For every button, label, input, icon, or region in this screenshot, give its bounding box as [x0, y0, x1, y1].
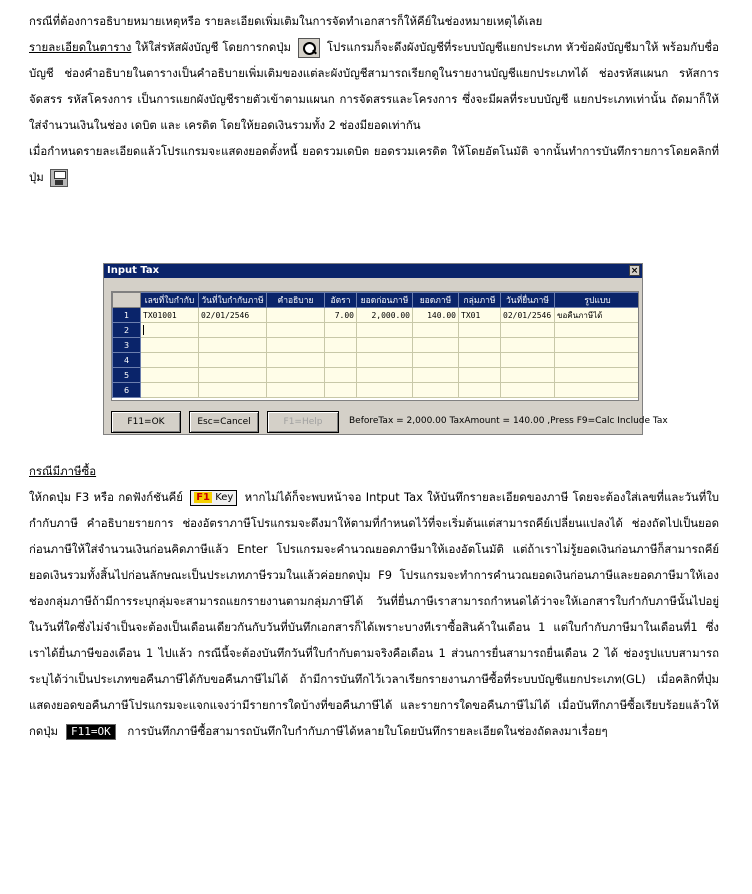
- grid-cell[interactable]: 02/01/2546: [199, 308, 267, 323]
- input-tax-dialog: [103, 263, 668, 435]
- f1-key-label: F1: [196, 491, 211, 503]
- column-header[interactable]: ยอดภาษี: [413, 293, 459, 308]
- grid-cell[interactable]: [555, 323, 640, 338]
- help-button[interactable]: F1=Help: [267, 411, 339, 433]
- grid-cell[interactable]: [413, 353, 459, 368]
- grid-header-row: [113, 293, 640, 308]
- dialog-title: Input Tax: [107, 265, 160, 276]
- grid-cell[interactable]: [141, 323, 199, 338]
- grid-cell[interactable]: [267, 353, 325, 368]
- grid-cell[interactable]: [325, 353, 357, 368]
- table-row[interactable]: [113, 368, 640, 383]
- table-row[interactable]: [113, 353, 640, 368]
- grid-cell[interactable]: [555, 338, 640, 353]
- grid-cell[interactable]: TX01: [459, 308, 501, 323]
- table-row[interactable]: [113, 383, 640, 398]
- grid-cell[interactable]: [141, 368, 199, 383]
- row-number: 5: [113, 368, 141, 383]
- grid-cell[interactable]: [555, 353, 640, 368]
- grid-cell[interactable]: [141, 383, 199, 398]
- row-header-corner: [113, 293, 141, 308]
- text-cursor: [143, 325, 144, 335]
- column-header[interactable]: คำอธิบาย: [267, 293, 325, 308]
- grid-cell[interactable]: [325, 338, 357, 353]
- grid-cell[interactable]: [267, 383, 325, 398]
- grid-cell[interactable]: [267, 338, 325, 353]
- grid-cell[interactable]: [357, 383, 413, 398]
- floppy-save-icon: [50, 169, 68, 187]
- table-row[interactable]: [113, 338, 640, 353]
- grid-cell[interactable]: [413, 323, 459, 338]
- column-header[interactable]: รูปแบบ: [555, 293, 640, 308]
- table-row[interactable]: [113, 308, 640, 323]
- grid-cell[interactable]: [501, 368, 555, 383]
- magnifier-icon: [298, 38, 320, 58]
- grid-cell[interactable]: ขอคืนภาษีได้: [555, 308, 640, 323]
- column-header[interactable]: กลุ่มภาษี: [459, 293, 501, 308]
- grid-cell[interactable]: [267, 323, 325, 338]
- column-header[interactable]: อัตรา: [325, 293, 357, 308]
- detail-paragraph: [29, 34, 719, 138]
- grid-cell[interactable]: [459, 368, 501, 383]
- row-number: 1: [113, 308, 141, 323]
- grid-cell[interactable]: [501, 338, 555, 353]
- column-header[interactable]: วันที่ยื่นภาษี: [501, 293, 555, 308]
- grid-cell[interactable]: [357, 368, 413, 383]
- grid-cell[interactable]: [199, 383, 267, 398]
- purchase-section: [29, 458, 719, 744]
- grid-cell[interactable]: [555, 368, 640, 383]
- purchase-text-a: ให้กดปุ่ม F3 หรือ กดฟังก์ชันคีย์: [29, 490, 188, 504]
- row-number: 3: [113, 338, 141, 353]
- tax-grid[interactable]: [111, 291, 639, 401]
- cancel-button[interactable]: Esc=Cancel: [189, 411, 259, 433]
- grid-cell[interactable]: 140.00: [413, 308, 459, 323]
- grid-cell[interactable]: [459, 353, 501, 368]
- dialog-title-bar: [104, 264, 642, 278]
- key-word: Key: [215, 491, 234, 503]
- purchase-text-b: หากไม่ได้ก็จะพบหน้าจอ Intput Tax ให้บันทึกรายละเอียดของภาษี โดยจะต้องใส่เลขที่และวันที่ใบกำกับภาษี คำอธิบายรายการ ช่องอัตราภาษีโปรแกรมจะดึงมาให้ตามที่กำหนดไว้ที่จะเริ่มต้นแต่สามารถคีย์เปลี่ยนแปลงได้ ช่องถัดไปเป็นยอดก่อนภาษีให้ใส่จำนวนเงินก่อนคิดภาษีแล้ว Enter โปรแกรมจะคำนวณยอดภาษีมาให้เองอัตโนมัติ แต่ถ้าเราไม่รู้ยอดเงินก่อนภาษีก็สามารถคีย์ยอดเงินรวมทั้งสิ้นไปก่อนลักษณะเป็นประเภทภาษีรวมในแล้วค่อยกดปุ่ม F9 โปรแกรมจะทำการคำนวณยอดเงินก่อนภาษีและยอดภาษีมาให้เองช่องกลุ่มภาษีถ้ามีการระบุกลุ่มจะสามารถแยกรายงานตามกลุ่มภาษีได้ วันที่ยื่นภาษีเราสามารถกำหนดได้ว่าจะให้เอกสารใบกำกับภาษีนั้นไปอยู่ในวันที่ใดซึ่งไม่จำเป็นจะต้องเป็นเดือนเดียวกันกับวันที่บันทึกเอกสารก็ได้เพราะบางทีเราซื้อสินค้าในเดือน 1 แต่ใบกำกับภาษีมาในเดือนที่1 ซึ่งเราได้ยื่นภาษีของเดือน 1 ไปแล้ว กรณีนี้จะต้องบันทึกวันที่ใบกำกับตามจริงคือเดือน 1 ส่วนการยื่นสามารถยื่นเดือน 2 ได้ ช่องรูปแบบสามารถระบุได้ว่าเป็นประเภทขอคืนภาษีได้กับขอคืนภาษีไม่ได้ ถ้ามีการบันทึกไว้เวลาเรียกรายงานภาษีซื้อที่ระบบบัญชีแยกประเภท(GL) เมื่อคลิกที่ปุ่มแสดงยอดขอคืนภาษีโปรแกรมจะแจกแจงว่ามีรายการใดบ้างที่ขอคืนภาษีได้ และรายการใดขอคืนภาษีไม่ได้ เมื่อบันทึกภาษีซื้อเรียบร้อยแล้วให้กดปุ่ม: [29, 490, 719, 738]
- row-number: 6: [113, 383, 141, 398]
- grid-cell[interactable]: 02/01/2546: [501, 308, 555, 323]
- intro-section: [29, 8, 719, 190]
- grid-cell[interactable]: [459, 323, 501, 338]
- table-row[interactable]: [113, 323, 640, 338]
- grid-cell[interactable]: [501, 323, 555, 338]
- column-header[interactable]: เลขที่ใบกำกับ: [141, 293, 199, 308]
- grid-cell[interactable]: [199, 368, 267, 383]
- intro-line: กรณีที่ต้องการอธิบายหมายเหตุหรือ รายละเอียดเพิ่มเติมในการจัดทำเอกสารก็ให้คีย์ในช่องหมายเหตุได้เลย: [29, 14, 543, 28]
- grid-cell[interactable]: TX01001: [141, 308, 199, 323]
- detail-text-b: โปรแกรมก็จะดึงผังบัญชีที่ระบบบัญชีแยกประเภท หัวข้อผังบัญชีมาให้ พร้อมกับชื่อบัญชี ช่องคำอธิบายในตารางเป็นคำอธิบายเพิ่มเติมของแต่ละผังบัญชีสามารถเรียกดูในรายงานบัญชีแยกประเภทได้ ช่องรหัสแผนก รหัสการจัดสรร รหัสโครงการ เป็นการแยกผังบัญชีรายตัวเข้าตามแผนก การจัดสรรและโครงการ ซึ่งจะมีผลที่ระบบบัญชี แยกประเภทเท่านั้น ถัดมาก็ให้ใส่จำนวนเงินในช่อง เดบิต และ เครดิต โดยให้ยอดเงินรวมทั้ง 2 ช่องมียอดเท่ากัน: [29, 40, 719, 132]
- grid-cell[interactable]: [267, 308, 325, 323]
- grid-cell[interactable]: [325, 383, 357, 398]
- column-header[interactable]: วันที่ใบกำกับภาษี: [199, 293, 267, 308]
- grid-cell[interactable]: [141, 338, 199, 353]
- grid-cell[interactable]: [459, 338, 501, 353]
- grid-cell[interactable]: [501, 383, 555, 398]
- purchase-heading: กรณีมีภาษีซื้อ: [29, 464, 97, 478]
- grid-cell[interactable]: [501, 353, 555, 368]
- ok-button[interactable]: F11=OK: [111, 411, 181, 433]
- grid-cell[interactable]: [141, 353, 199, 368]
- grid-cell[interactable]: [199, 353, 267, 368]
- grid-cell[interactable]: [199, 323, 267, 338]
- save-paragraph: [29, 138, 719, 190]
- save-text: เมื่อกำหนดรายละเอียดแล้วโปรแกรมจะแสดงยอดตั้งหนี้ ยอดรวมเดบิต ยอดรวมเครดิต ให้โดยอัตโนมัติ จากนั้นทำการบันทึกรายการโดยคลิกที่ปุ่ม: [29, 144, 719, 184]
- grid-cell[interactable]: 7.00: [325, 308, 357, 323]
- column-header[interactable]: ยอดก่อนภาษี: [357, 293, 413, 308]
- purchase-text-c: การบันทึกภาษีซื้อสามารถบันทึกใบกำกับภาษีได้หลายใบโดยบันทึกรายละเอียดในช่องถัดลงมาเรื่อยๆ: [123, 724, 608, 738]
- grid-cell[interactable]: [357, 338, 413, 353]
- close-icon[interactable]: ×: [630, 266, 639, 276]
- grid-cell[interactable]: [413, 368, 459, 383]
- grid-cell[interactable]: 2,000.00: [357, 308, 413, 323]
- f11-ok-key-icon: F11=OK: [66, 724, 116, 740]
- grid-cell[interactable]: [325, 368, 357, 383]
- grid-cell[interactable]: [555, 383, 640, 398]
- grid-cell[interactable]: [413, 338, 459, 353]
- grid-cell[interactable]: [459, 383, 501, 398]
- tax-status-text: BeforeTax = 2,000.00 TaxAmount = 140.00 ,Press F9=Calc Include Tax: [349, 416, 668, 426]
- grid-cell[interactable]: [267, 368, 325, 383]
- grid-cell[interactable]: [325, 323, 357, 338]
- grid-cell[interactable]: [199, 338, 267, 353]
- grid-cell[interactable]: [357, 323, 413, 338]
- row-number: 2: [113, 323, 141, 338]
- f1-key-icon: [190, 490, 237, 506]
- grid-cell[interactable]: [357, 353, 413, 368]
- detail-text-a: ให้ใส่รหัสผังบัญชี โดยการกดปุ่ม: [131, 40, 295, 54]
- row-number: 4: [113, 353, 141, 368]
- grid-cell[interactable]: [413, 383, 459, 398]
- purchase-paragraph: [29, 484, 719, 744]
- detail-label: รายละเอียดในตาราง: [29, 40, 132, 54]
